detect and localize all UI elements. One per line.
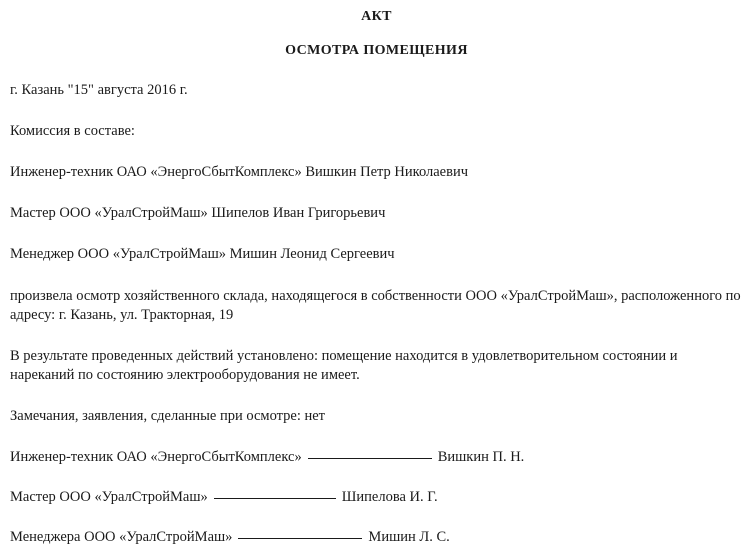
signature-blank-3 (238, 538, 362, 539)
committee-heading: Комиссия в составе: (10, 123, 135, 139)
inspection-subject-paragraph: произвела осмотр хозяйственного склада, находящегося в собственности ООО «УралСтройМаш», расположенного по адресу: г. Казань, ул. Тракторная, 19 (10, 288, 741, 323)
inspection-result-paragraph: В результате проведенных действий установлено: помещение находится в удовлетворительном состоянии и нареканий по состоянию электрооборудования не имеет. (10, 348, 678, 383)
signature-row-2 (10, 467, 743, 507)
date-and-place-line: г. Казань "15" августа 2016 г. (10, 82, 188, 98)
signature-role-1: Инженер-техник ОАО «ЭнергоСбытКомплекс» (10, 449, 302, 465)
remarks-paragraph: Замечания, заявления, сделанные при осмотре: нет (10, 408, 326, 424)
committee-member-3: Менеджер ООО «УралСтройМаш» Мишин Леонид Сергеевич (10, 246, 395, 262)
document-title: АКТ (361, 9, 392, 24)
document-subtitle: ОСМОТРА ПОМЕЩЕНИЯ (285, 43, 468, 58)
signature-blank-2 (214, 498, 336, 499)
signature-role-3: Менеджера ООО «УралСтройМаш» (10, 529, 233, 545)
signature-blank-1 (308, 458, 432, 459)
signature-name-1: Вишкин П. Н. (437, 449, 525, 465)
signature-name-2: Шипелова И. Г. (341, 489, 438, 505)
signature-name-3: Мишин Л. С. (368, 529, 450, 545)
signature-row-1 (10, 426, 743, 467)
committee-member-2: Мастер ООО «УралСтройМаш» Шипелов Иван Григорьевич (10, 205, 386, 221)
signature-row-3 (10, 507, 743, 547)
signature-role-2: Мастер ООО «УралСтройМаш» (10, 489, 208, 505)
committee-member-1: Инженер-техник ОАО «ЭнергоСбытКомплекс» Вишкин Петр Николаевич (10, 164, 469, 180)
